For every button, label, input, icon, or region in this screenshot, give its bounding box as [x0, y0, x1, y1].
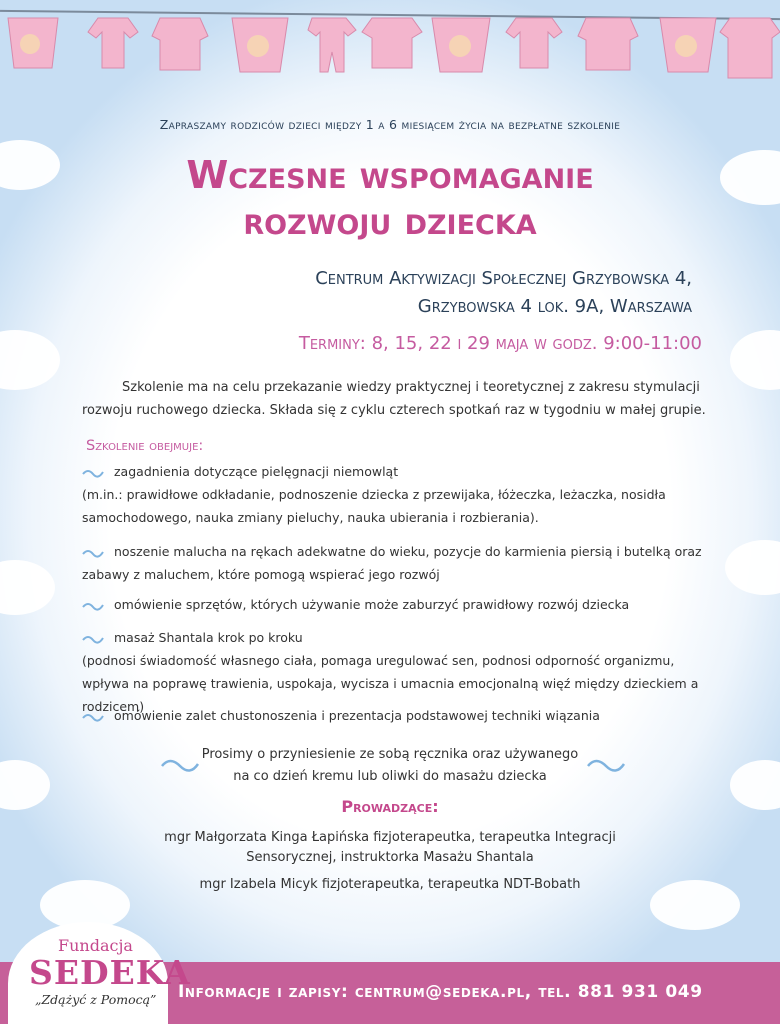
- swirl-bullet-icon: [82, 601, 106, 611]
- swirl-bullet-icon: [82, 634, 106, 644]
- bring-items-note: Prosimy o przyniesienie ze sobą ręcznika oraz używanego na co dzień kremu lub oliwki do masażu dziecka: [201, 747, 579, 784]
- cloud-decoration: [725, 540, 780, 595]
- swirl-bullet-icon: [82, 468, 106, 478]
- logo-fundacja: Fundacja: [58, 936, 133, 955]
- invitation-line: Zapraszamy rodziców dzieci między 1 a 6 miesiącem życia na bezpłatne szkolenie: [159, 117, 621, 132]
- leader-1-line-2: Sensorycznej, instruktorka Masażu Shantala: [246, 850, 534, 865]
- leaders-heading: Prowadzące:: [341, 797, 439, 816]
- session-dates: Terminy: 8, 15, 22 i 29 maja w godz. 9:00-11:00: [298, 333, 702, 354]
- list-item: noszenie malucha na rękach adekwatne do wieku, pozycje do karmienia piersią i butelką oraz zabawy z maluchem, które pomogą wspierać jego rozwój: [82, 544, 702, 582]
- page-title: [0, 152, 780, 244]
- section-heading: Szkolenie obejmuje:: [86, 438, 204, 454]
- leader-1-line-1: mgr Małgorzata Kinga Łapińska fizjoterapeutka, terapeutka Integracji: [164, 830, 616, 845]
- list-item: omówienie sprzętów, których używanie może zaburzyć prawidłowy rozwój dziecka: [82, 593, 722, 616]
- list-item: zagadnienia dotyczące pielęgnacji niemowląt (m.in.: prawidłowe odkładanie, podnoszenie dziecka z przewijaka, łóżeczka, leżaczka, nosidła samochodowego, nauka zmiany pieluchy, nauka ubierania i rozbierania).: [82, 464, 666, 525]
- list-item: masaż Shantala krok po kroku (podnosi świadomość własnego ciała, pomaga uregulować sen, podnosi odporność organizmu, wpływa na poprawę trawienia, uspokaja, wycisza i umacnia emocjonalną więź między dzieckiem a rodzicem): [82, 630, 699, 714]
- cloud-decoration: [0, 330, 60, 390]
- swirl-bullet-icon: [82, 548, 106, 558]
- address-line-1: Centrum Aktywizacji Społecznej Grzybowska 4,: [315, 268, 692, 289]
- title-line-2: rozwoju dziecka: [243, 199, 537, 243]
- intro-paragraph: Szkolenie ma na celu przekazanie wiedzy praktycznej i teoretycznej z zakresu stymulacji rozwoju ruchowego dziecka. Składa się z cyklu czterech spotkań raz w tygodniu w małej grupie.: [82, 380, 706, 418]
- logo-tagline: „Zdążyć z Pomocą”: [35, 992, 157, 1007]
- clothesline-garments: [0, 0, 780, 95]
- cloud-decoration: [0, 560, 55, 615]
- title-line-1: Wczesne wspomaganie: [186, 153, 594, 197]
- address-line-2: Grzybowska 4 lok. 9A, Warszawa: [417, 296, 692, 317]
- list-item: omówienie zalet chustonoszenia i prezentacja podstawowej techniki wiązania: [82, 704, 722, 727]
- leader-2: mgr Izabela Micyk fizjoterapeutka, terapeutka NDT-Bobath: [199, 877, 581, 892]
- cloud-decoration: [730, 330, 780, 390]
- footer-contact: Informacje i zapisy: centrum@sedeka.pl, tel. 881 931 049: [178, 982, 703, 1002]
- swirl-bullet-icon: [82, 712, 106, 722]
- logo-sedeka: SEDEKA: [29, 953, 191, 992]
